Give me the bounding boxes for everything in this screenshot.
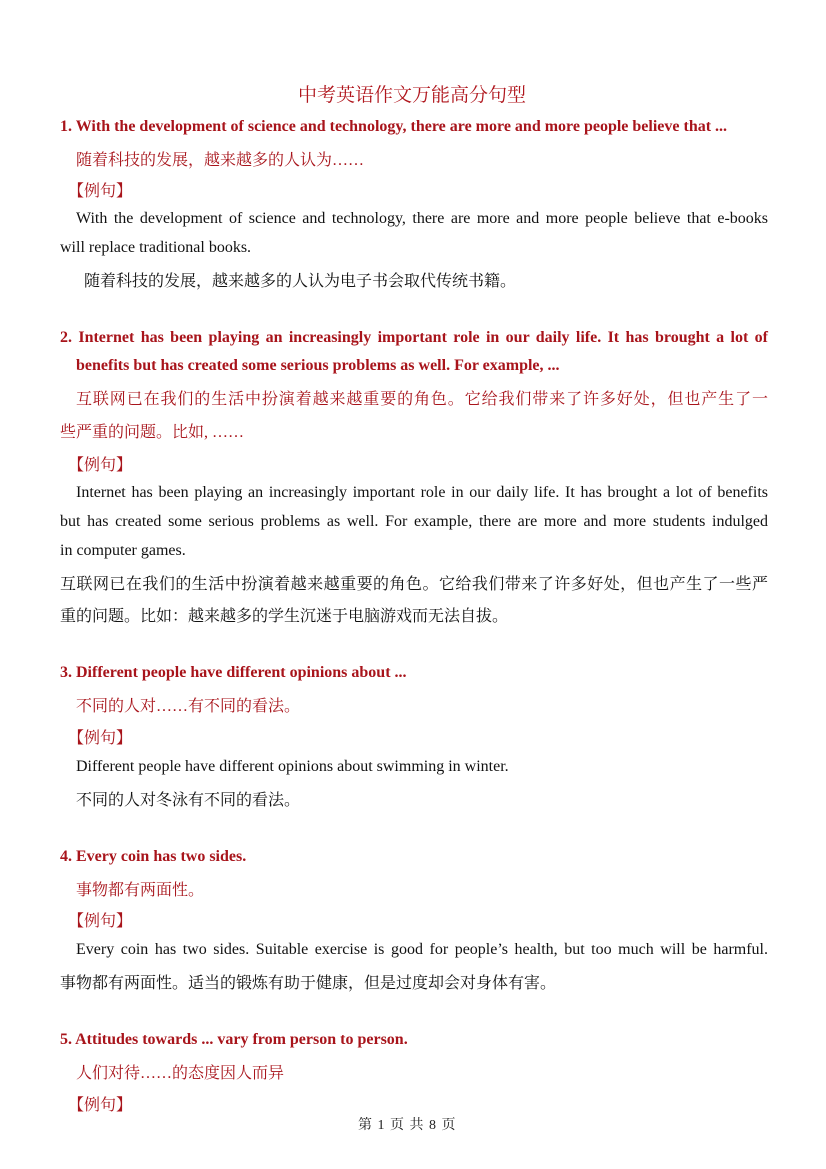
section-2-example-cn-1: 互联网已在我们的生活中扮演着越来越重要的角色。它给我们带来了许多好处，但也产生了一些严 xyxy=(60,576,768,593)
section-4-example-cn: 事物都有两面性。适当的锻炼有助于健康，但是过度却会对身体有害。 xyxy=(60,975,557,992)
section-3-heading-cn: 不同的人对……有不同的看法。 xyxy=(76,698,301,715)
section-1-example-label: 【例句】 xyxy=(68,183,133,200)
section-5-heading: 5. Attitudes towards ... vary from person to person. xyxy=(60,1031,408,1048)
section-2-heading-line-1: 2. Internet has been playing an increasingly important role in our daily life. It has brought a lot of xyxy=(60,329,768,346)
page-footer: 第 1 页 共 8 页 xyxy=(358,1118,457,1133)
section-4-example-en: Every coin has two sides. Suitable exercise is good for people’s health, but too much will be harmful. xyxy=(76,941,768,958)
section-3-example-en: Different people have different opinions about swimming in winter. xyxy=(76,758,509,775)
section-5-example-label: 【例句】 xyxy=(68,1097,133,1114)
section-1-example-en-2: will replace traditional books. xyxy=(60,239,252,256)
section-4-heading-cn: 事物都有两面性。 xyxy=(76,882,205,899)
section-2-heading-cn-1: 互联网已在我们的生活中扮演着越来越重要的角色。它给我们带来了许多好处，但也产生了一 xyxy=(76,391,768,408)
section-3-example-label: 【例句】 xyxy=(68,730,133,747)
section-1-example-en-1: With the development of science and technology, there are more and more people believe that e-books xyxy=(76,210,768,227)
section-3-heading: 3. Different people have different opinions about ... xyxy=(60,664,407,681)
section-4-heading: 4. Every coin has two sides. xyxy=(60,848,247,865)
section-2-heading-line-2: benefits but has created some serious problems as well. For example, ... xyxy=(76,357,560,374)
section-2-heading-cn-2: 些严重的问题。比如, …… xyxy=(60,424,245,441)
section-2-example-en-2: but has created some serious problems as well. For example, there are more and more students indulged xyxy=(60,513,768,530)
section-1-heading: 1. With the development of science and technology, there are more and more people believe that ... xyxy=(60,118,728,135)
section-2-example-cn-2: 重的问题。比如：越来越多的学生沉迷于电脑游戏而无法自拔。 xyxy=(60,608,509,625)
section-3-example-cn: 不同的人对冬泳有不同的看法。 xyxy=(76,792,301,809)
section-1-heading-cn: 随着科技的发展，越来越多的人认为…… xyxy=(76,152,365,169)
section-5-heading-cn: 人们对待……的态度因人而异 xyxy=(76,1065,285,1082)
section-4-example-label: 【例句】 xyxy=(68,913,133,930)
section-1-example-cn: 随着科技的发展，越来越多的人认为电子书会取代传统书籍。 xyxy=(84,273,517,290)
section-2-example-label: 【例句】 xyxy=(68,457,133,474)
section-2-example-en-3: in computer games. xyxy=(60,542,186,559)
section-2-example-en-1: Internet has been playing an increasingly important role in our daily life. It has brought a lot of benefits xyxy=(76,484,768,501)
page-title: 中考英语作文万能高分句型 xyxy=(298,85,527,106)
